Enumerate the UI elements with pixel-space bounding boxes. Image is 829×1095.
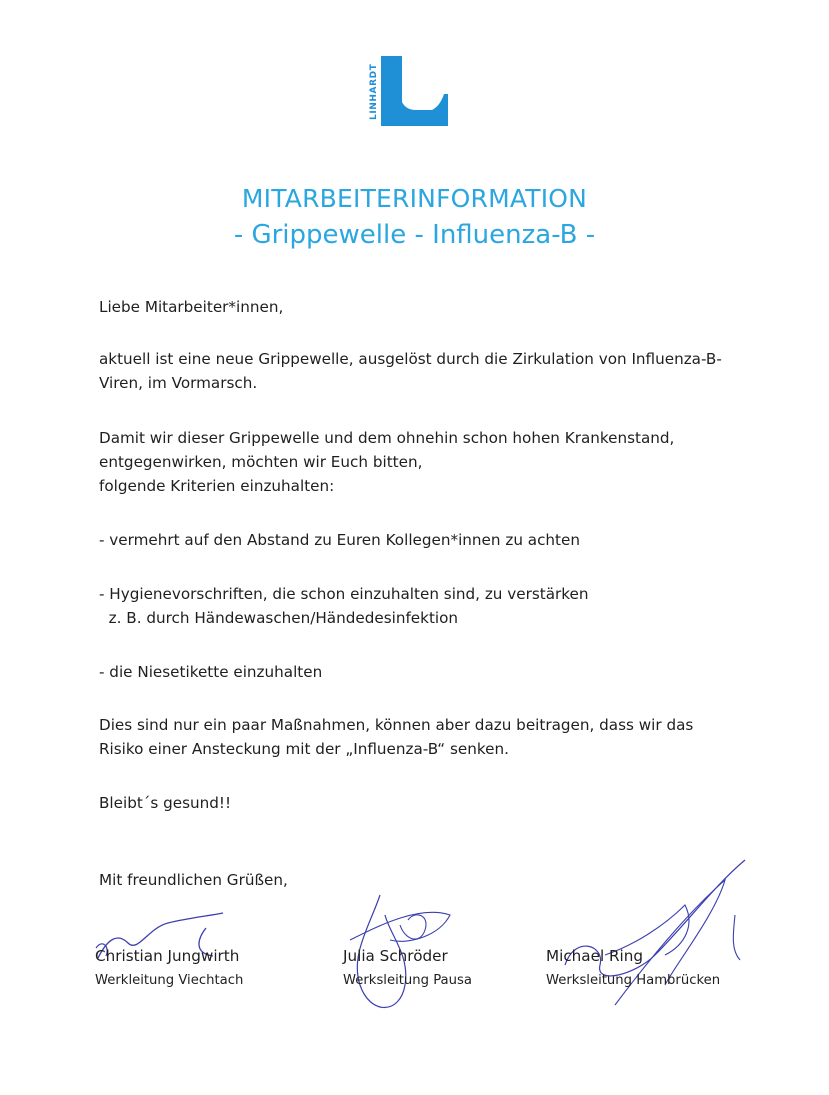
paragraph-3-line-1: Dies sind nur ein paar Maßnahmen, können aber dazu beitragen, dass wir das bbox=[99, 716, 694, 734]
page-subtitle: - Grippewelle - Influenza-B - bbox=[233, 220, 596, 250]
signature-1-name: Christian Jungwirth bbox=[95, 947, 240, 965]
stay-healthy-text: Bleibt´s gesund!! bbox=[99, 794, 232, 812]
bullet-sneeze-etiquette: - die Niesetikette einzuhalten bbox=[99, 663, 323, 681]
signature-2-name: Julia Schröder bbox=[343, 947, 448, 965]
linhardt-logo bbox=[366, 50, 448, 126]
closing-greeting: Mit freundlichen Grüßen, bbox=[99, 871, 288, 889]
logo-l-shape bbox=[381, 56, 448, 126]
logo-brand-text: LINHARDT bbox=[369, 63, 379, 120]
bullet-hygiene-line-1: - Hygienevorschriften, die schon einzuhalten sind, zu verstärken bbox=[99, 585, 589, 603]
bullet-hygiene-line-2: z. B. durch Händewaschen/Händedesinfektion bbox=[99, 609, 459, 627]
signature-1-role: Werkleitung Viechtach bbox=[95, 973, 244, 988]
bullet-distance: - vermehrt auf den Abstand zu Euren Kollegen*innen zu achten bbox=[99, 531, 580, 549]
paragraph-2-line-1: Damit wir dieser Grippewelle und dem ohnehin schon hohen Krankenstand, bbox=[99, 429, 675, 447]
signature-3-ink bbox=[545, 855, 755, 1035]
page-title: MITARBEITERINFORMATION bbox=[241, 184, 588, 213]
paragraph-3-line-2: Risiko einer Ansteckung mit der „Influenza-B“ senken. bbox=[99, 740, 509, 758]
paragraph-2-line-3: folgende Kriterien einzuhalten: bbox=[99, 477, 335, 495]
linhardt-l-logo-icon bbox=[366, 50, 448, 126]
signature-3-role: Werksleitung Hambrücken bbox=[546, 973, 721, 988]
signature-2-role: Werksleitung Pausa bbox=[343, 973, 472, 988]
greeting: Liebe Mitarbeiter*innen, bbox=[99, 298, 284, 316]
paragraph-1-line-1: aktuell ist eine neue Grippewelle, ausgelöst durch die Zirkulation von Influenza-B- bbox=[99, 350, 722, 368]
paragraph-1-line-2: Viren, im Vormarsch. bbox=[99, 374, 258, 392]
signature-3-name: Michael Ring bbox=[546, 947, 644, 965]
paragraph-2-line-2: entgegenwirken, möchten wir Euch bitten, bbox=[99, 453, 423, 471]
